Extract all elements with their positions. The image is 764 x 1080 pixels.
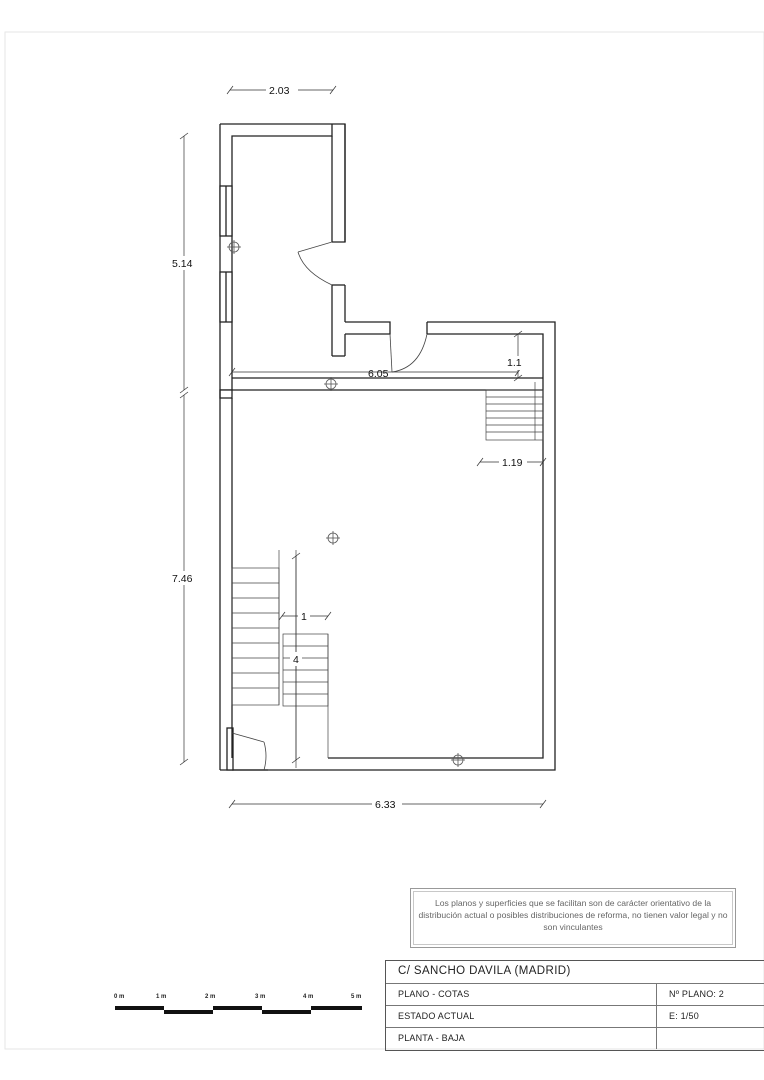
scale-label-4: 4 m [303, 994, 314, 1000]
title-row-plan [386, 983, 764, 1006]
doors [232, 242, 427, 770]
scale-label-0: 0 m [114, 994, 125, 1000]
stair-upper-right [486, 382, 543, 440]
dimension-lines [180, 86, 546, 808]
plan-state: ESTADO ACTUAL [398, 1011, 475, 1021]
title-row [386, 961, 764, 984]
disclaimer-text: Los planos y superficies que se facilitan son de carácter orientativo de la distribución actual o posibles distribuciones de reforma, no tienen valor legal y no son vinculantes [418, 898, 728, 932]
plan-floor: PLANTA - BAJA [398, 1033, 465, 1043]
title-block-divider [656, 983, 657, 1049]
dim-mid-width: 6.05 [368, 368, 389, 380]
dim-lower-height: 7.46 [172, 573, 193, 585]
plan-type: PLANO - COTAS [398, 989, 470, 999]
stair-lower-left [232, 550, 328, 768]
title-row-floor [386, 1027, 764, 1049]
dim-upper-height: 5.14 [172, 258, 193, 270]
plan-number: Nº PLANO: 2 [669, 989, 725, 999]
plan-scale: E: 1/50 [669, 1011, 699, 1021]
dim-stair-width: 1.19 [502, 457, 523, 469]
dim-top-width: 2.03 [269, 85, 290, 97]
dim-stair-run-width: 1 [301, 611, 307, 623]
dim-small-depth: 1.1 [507, 357, 522, 369]
title-row-state [386, 1005, 764, 1028]
scale-label-5: 5 m [351, 994, 362, 1000]
scale-label-3: 3 m [255, 994, 266, 1000]
dim-bottom-width: 6.33 [375, 799, 396, 811]
disclaimer-box [410, 888, 736, 948]
title-block [385, 960, 764, 1051]
scale-label-1: 1 m [156, 994, 167, 1000]
dim-stair-length: 4 [293, 654, 299, 666]
address-title: C/ SANCHO DAVILA (MADRID) [398, 965, 571, 977]
scale-label-2: 2 m [205, 994, 216, 1000]
scale-bar [114, 994, 362, 1014]
